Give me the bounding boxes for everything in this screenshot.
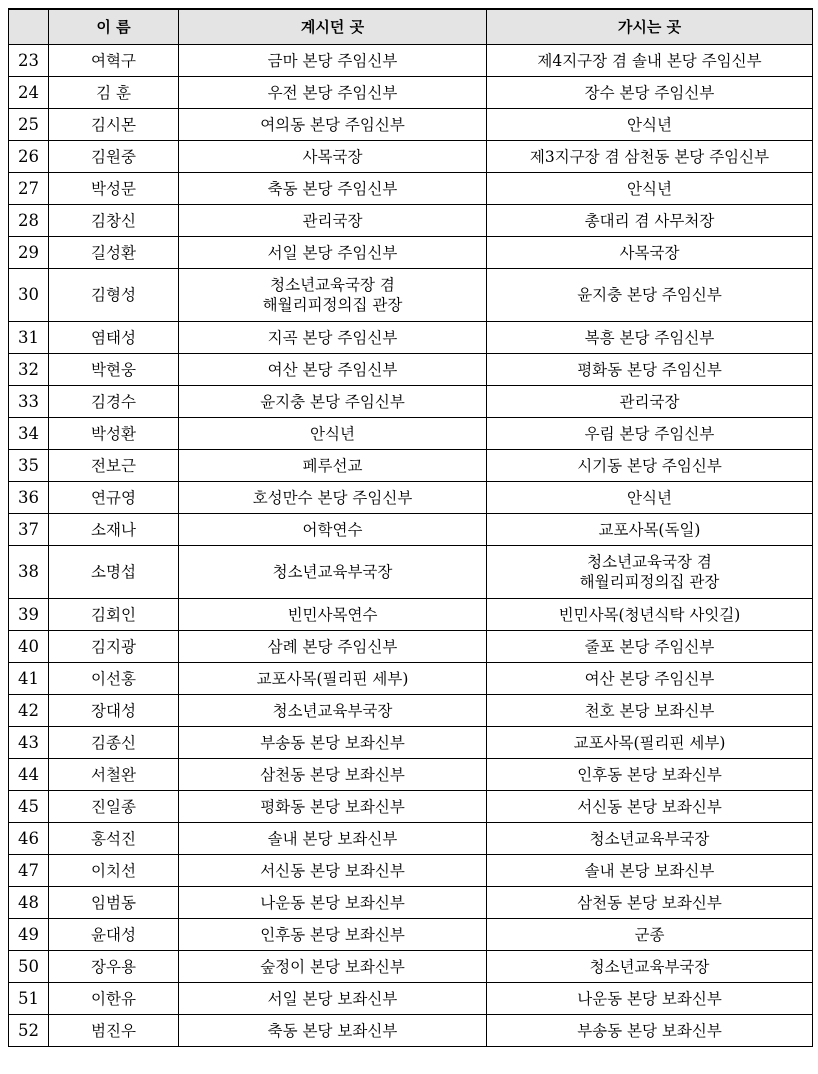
table-row — [9, 418, 813, 450]
previous-post-line: 삼천동 본당 보좌신부 — [260, 765, 405, 784]
row-number: 26 — [9, 141, 49, 173]
previous-post — [179, 983, 487, 1015]
new-post — [487, 546, 813, 599]
table-row — [9, 269, 813, 322]
previous-post-line: 청소년교육국장 겸 — [270, 276, 395, 294]
row-number: 43 — [9, 727, 49, 759]
new-post-line: 안식년 — [627, 488, 672, 507]
previous-post-line: 지곡 본당 주임신부 — [267, 328, 398, 347]
previous-post — [179, 823, 487, 855]
previous-post — [179, 269, 487, 322]
priest-name: 김시몬 — [49, 109, 179, 141]
previous-post — [179, 727, 487, 759]
table-row — [9, 983, 813, 1015]
row-number: 42 — [9, 695, 49, 727]
table-row — [9, 695, 813, 727]
previous-post — [179, 514, 487, 546]
new-post — [487, 354, 813, 386]
row-number: 23 — [9, 45, 49, 77]
priest-name: 진일종 — [49, 791, 179, 823]
new-post — [487, 727, 813, 759]
priest-name: 박성환 — [49, 418, 179, 450]
priest-name: 소명섭 — [49, 546, 179, 599]
previous-post-line: 사목국장 — [302, 147, 363, 166]
previous-post-line: 빈민사목연수 — [287, 605, 378, 624]
row-number: 49 — [9, 919, 49, 951]
priest-name: 소재나 — [49, 514, 179, 546]
previous-post-line: 윤지충 본당 주임신부 — [260, 392, 405, 411]
header-new-post: 가시는 곳 — [487, 9, 813, 45]
previous-post-line: 솔내 본당 보좌신부 — [267, 829, 398, 848]
previous-post-line: 부송동 본당 보좌신부 — [260, 733, 405, 752]
priest-name: 김종신 — [49, 727, 179, 759]
new-post-line: 우림 본당 주임신부 — [584, 424, 715, 443]
previous-post — [179, 141, 487, 173]
new-post-line: 총대리 겸 사무처장 — [584, 211, 715, 230]
row-number: 40 — [9, 631, 49, 663]
new-post — [487, 514, 813, 546]
new-post-line: 빈민사목(청년식탁 사잇길) — [558, 605, 741, 624]
new-post-line: 복흥 본당 주임신부 — [584, 328, 715, 347]
new-post — [487, 695, 813, 727]
new-post — [487, 482, 813, 514]
row-number: 38 — [9, 546, 49, 599]
new-post-line: 사목국장 — [619, 243, 680, 262]
new-post — [487, 983, 813, 1015]
previous-post — [179, 887, 487, 919]
row-number: 24 — [9, 77, 49, 109]
previous-post — [179, 354, 487, 386]
table-row — [9, 173, 813, 205]
table-row — [9, 951, 813, 983]
new-post — [487, 919, 813, 951]
new-post-line: 청소년교육부국장 — [589, 829, 710, 848]
row-number: 44 — [9, 759, 49, 791]
row-number: 35 — [9, 450, 49, 482]
priest-name: 여혁구 — [49, 45, 179, 77]
assignment-table — [8, 8, 813, 1047]
new-post — [487, 1015, 813, 1047]
previous-post-line: 호성만수 본당 주임신부 — [252, 488, 413, 507]
new-post — [487, 237, 813, 269]
new-post-line: 군종 — [634, 925, 665, 944]
new-post — [487, 173, 813, 205]
new-post — [487, 386, 813, 418]
row-number: 47 — [9, 855, 49, 887]
new-post-line: 안식년 — [627, 115, 672, 134]
table-row — [9, 599, 813, 631]
row-number: 52 — [9, 1015, 49, 1047]
priest-name: 전보근 — [49, 450, 179, 482]
new-post-line: 솔내 본당 보좌신부 — [584, 861, 715, 880]
table-row — [9, 759, 813, 791]
previous-post — [179, 919, 487, 951]
row-number: 28 — [9, 205, 49, 237]
previous-post — [179, 322, 487, 354]
previous-post — [179, 482, 487, 514]
priest-name: 이치선 — [49, 855, 179, 887]
priest-name: 장우용 — [49, 951, 179, 983]
previous-post-line: 숲정이 본당 보좌신부 — [260, 957, 405, 976]
previous-post-line: 축동 본당 주임신부 — [267, 179, 398, 198]
row-number: 51 — [9, 983, 49, 1015]
table-header — [9, 9, 813, 45]
new-post-line: 장수 본당 주임신부 — [584, 83, 715, 102]
row-number: 37 — [9, 514, 49, 546]
new-post-line: 시기동 본당 주임신부 — [577, 456, 722, 475]
header-name: 이 름 — [49, 9, 179, 45]
row-number: 41 — [9, 663, 49, 695]
previous-post — [179, 791, 487, 823]
new-post-line: 나운동 본당 보좌신부 — [577, 989, 722, 1008]
table-row — [9, 887, 813, 919]
row-number: 36 — [9, 482, 49, 514]
new-post — [487, 759, 813, 791]
priest-name: 홍석진 — [49, 823, 179, 855]
priest-name: 서철완 — [49, 759, 179, 791]
table-row — [9, 45, 813, 77]
new-post-line: 청소년교육국장 겸 — [587, 553, 712, 571]
new-post-line: 윤지충 본당 주임신부 — [577, 286, 722, 304]
priest-name: 윤대성 — [49, 919, 179, 951]
priest-name: 범진우 — [49, 1015, 179, 1047]
priest-name: 염태성 — [49, 322, 179, 354]
previous-post-line: 관리국장 — [302, 211, 363, 230]
previous-post-line: 어학연수 — [302, 520, 363, 539]
priest-name: 이선홍 — [49, 663, 179, 695]
priest-name: 김창신 — [49, 205, 179, 237]
previous-post — [179, 450, 487, 482]
new-post — [487, 855, 813, 887]
table-row — [9, 386, 813, 418]
header-number — [9, 9, 49, 45]
previous-post — [179, 1015, 487, 1047]
priest-name: 이한유 — [49, 983, 179, 1015]
new-post — [487, 418, 813, 450]
previous-post-line: 여산 본당 주임신부 — [267, 360, 398, 379]
table-row — [9, 450, 813, 482]
new-post — [487, 450, 813, 482]
priest-name: 박현웅 — [49, 354, 179, 386]
new-post-line: 교포사목(독일) — [598, 520, 701, 539]
row-number: 39 — [9, 599, 49, 631]
row-number: 29 — [9, 237, 49, 269]
previous-post-line: 청소년교육부국장 — [272, 563, 393, 581]
table-body — [9, 45, 813, 1047]
row-number: 45 — [9, 791, 49, 823]
previous-post-line: 서일 본당 주임신부 — [267, 243, 398, 262]
row-number: 31 — [9, 322, 49, 354]
table-row — [9, 514, 813, 546]
previous-post-line: 나운동 본당 보좌신부 — [260, 893, 405, 912]
new-post — [487, 77, 813, 109]
previous-post — [179, 173, 487, 205]
previous-post — [179, 951, 487, 983]
row-number: 32 — [9, 354, 49, 386]
previous-post-line: 삼례 본당 주임신부 — [267, 637, 398, 656]
previous-post-line: 교포사목(필리핀 세부) — [256, 669, 409, 688]
new-post-line: 교포사목(필리핀 세부) — [573, 733, 726, 752]
previous-post-line: 금마 본당 주임신부 — [267, 51, 398, 70]
table-row — [9, 919, 813, 951]
previous-post — [179, 109, 487, 141]
new-post — [487, 322, 813, 354]
priest-name: 임범동 — [49, 887, 179, 919]
new-post-line: 안식년 — [627, 179, 672, 198]
previous-post — [179, 855, 487, 887]
new-post-line: 해월리피정의집 관장 — [579, 573, 720, 591]
new-post-line: 관리국장 — [619, 392, 680, 411]
table-row — [9, 354, 813, 386]
previous-post-line: 청소년교육부국장 — [272, 701, 393, 720]
new-post-line: 삼천동 본당 보좌신부 — [577, 893, 722, 912]
new-post-line: 여산 본당 주임신부 — [584, 669, 715, 688]
previous-post-line: 축동 본당 보좌신부 — [267, 1021, 398, 1040]
priest-name: 김형성 — [49, 269, 179, 322]
priest-name: 김원중 — [49, 141, 179, 173]
header-row — [9, 9, 813, 45]
table-row — [9, 663, 813, 695]
table-row — [9, 823, 813, 855]
priest-name: 김회인 — [49, 599, 179, 631]
previous-post-line: 페루선교 — [302, 456, 363, 475]
table-row — [9, 791, 813, 823]
previous-post — [179, 45, 487, 77]
new-post — [487, 951, 813, 983]
previous-post — [179, 237, 487, 269]
new-post-line: 인후동 본당 보좌신부 — [577, 765, 722, 784]
new-post-line: 부송동 본당 보좌신부 — [577, 1021, 722, 1040]
priest-name: 박성문 — [49, 173, 179, 205]
row-number: 34 — [9, 418, 49, 450]
table-row — [9, 855, 813, 887]
table-row — [9, 482, 813, 514]
table-row — [9, 141, 813, 173]
row-number: 25 — [9, 109, 49, 141]
previous-post — [179, 663, 487, 695]
new-post-line: 평화동 본당 주임신부 — [577, 360, 722, 379]
priest-name: 김 훈 — [49, 77, 179, 109]
new-post — [487, 45, 813, 77]
new-post-line: 서신동 본당 보좌신부 — [577, 797, 722, 816]
table-row — [9, 727, 813, 759]
priest-name: 김지광 — [49, 631, 179, 663]
previous-post — [179, 546, 487, 599]
priest-name: 연규영 — [49, 482, 179, 514]
new-post — [487, 791, 813, 823]
row-number: 30 — [9, 269, 49, 322]
priest-name: 장대성 — [49, 695, 179, 727]
previous-post-line: 인후동 본당 보좌신부 — [260, 925, 405, 944]
table-row — [9, 205, 813, 237]
new-post — [487, 205, 813, 237]
new-post — [487, 823, 813, 855]
table-row — [9, 237, 813, 269]
table-row — [9, 322, 813, 354]
previous-post — [179, 418, 487, 450]
previous-post — [179, 759, 487, 791]
new-post-line: 청소년교육부국장 — [589, 957, 710, 976]
new-post-line: 천호 본당 보좌신부 — [584, 701, 715, 720]
previous-post — [179, 631, 487, 663]
previous-post-line: 안식년 — [310, 424, 355, 443]
row-number: 50 — [9, 951, 49, 983]
row-number: 48 — [9, 887, 49, 919]
new-post-line: 제4지구장 겸 솔내 본당 주임신부 — [537, 51, 762, 70]
table-row — [9, 1015, 813, 1047]
priest-name: 김경수 — [49, 386, 179, 418]
table-row — [9, 546, 813, 599]
previous-post-line: 해월리피정의집 관장 — [262, 296, 403, 314]
previous-post — [179, 599, 487, 631]
table-row — [9, 631, 813, 663]
row-number: 46 — [9, 823, 49, 855]
previous-post-line: 평화동 본당 보좌신부 — [260, 797, 405, 816]
table-row — [9, 109, 813, 141]
new-post — [487, 141, 813, 173]
table-row — [9, 77, 813, 109]
previous-post-line: 서신동 본당 보좌신부 — [260, 861, 405, 880]
previous-post — [179, 77, 487, 109]
new-post — [487, 631, 813, 663]
header-previous-post: 계시던 곳 — [179, 9, 487, 45]
previous-post-line: 우전 본당 주임신부 — [267, 83, 398, 102]
new-post — [487, 663, 813, 695]
new-post — [487, 269, 813, 322]
previous-post-line: 여의동 본당 주임신부 — [260, 115, 405, 134]
previous-post — [179, 695, 487, 727]
new-post — [487, 887, 813, 919]
row-number: 33 — [9, 386, 49, 418]
row-number: 27 — [9, 173, 49, 205]
previous-post — [179, 205, 487, 237]
priest-name: 길성환 — [49, 237, 179, 269]
new-post-line: 제3지구장 겸 삼천동 본당 주임신부 — [529, 147, 770, 166]
new-post-line: 줄포 본당 주임신부 — [584, 637, 715, 656]
previous-post-line: 서일 본당 보좌신부 — [267, 989, 398, 1008]
new-post — [487, 109, 813, 141]
new-post — [487, 599, 813, 631]
previous-post — [179, 386, 487, 418]
